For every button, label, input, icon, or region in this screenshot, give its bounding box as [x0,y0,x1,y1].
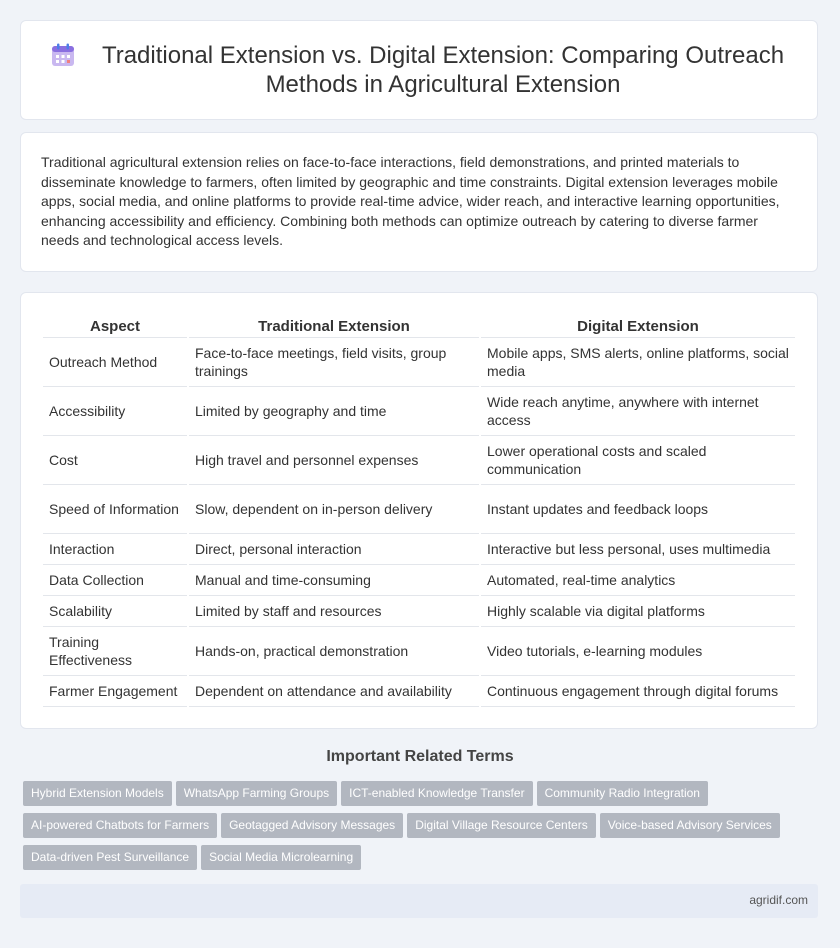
intro-paragraph: Traditional agricultural extension relies on face-to-face interactions, field demonstrations, and printed materials to disseminate knowledge to farmers, often limited by geographic and time constraints. Digital extension leverages mobile apps, social media, and online platforms to provide real-time advice, wider reach, and interactive learning opportunities, enhancing accessibility and efficiency. Combining both methods can optimize outreach by catering to diverse farmer needs and technological access levels. [41,154,780,248]
comparison-table [41,313,797,707]
digital-cell: Wide reach anytime, anywhere with internet access [481,386,795,435]
related-term-tag[interactable]: Geotagged Advisory Messages [221,813,403,838]
digital-cell: Instant updates and feedback loops [481,484,795,533]
table-row [43,595,795,626]
table-header-row [43,313,795,337]
table-row [43,484,795,533]
digital-cell: Video tutorials, e-learning modules [481,626,795,675]
header-traditional: Traditional Extension [258,317,410,335]
related-term-tag[interactable]: Data-driven Pest Surveillance [23,845,197,870]
table-row [43,675,795,707]
related-terms-title: Important Related Terms [326,748,514,765]
traditional-cell: Dependent on attendance and availability [189,675,479,707]
digital-cell: Highly scalable via digital platforms [481,595,795,626]
traditional-cell: High travel and personnel expenses [189,435,479,484]
related-term-tag[interactable]: ICT-enabled Knowledge Transfer [341,781,532,806]
aspect-cell: Speed of Information [43,484,187,533]
page-title: Traditional Extension vs. Digital Extension: Comparing Outreach Methods in Agricultural Extension [101,42,785,98]
table-row [43,337,795,386]
traditional-cell: Slow, dependent on in-person delivery [189,484,479,533]
aspect-cell: Accessibility [43,386,187,435]
table-row [43,533,795,564]
related-terms-list [23,781,813,877]
related-term-tag[interactable]: Hybrid Extension Models [23,781,172,806]
traditional-cell: Hands-on, practical demonstration [189,626,479,675]
title-card [20,20,818,120]
digital-cell: Automated, real-time analytics [481,564,795,595]
header-aspect: Aspect [89,317,141,335]
related-term-tag[interactable]: WhatsApp Farming Groups [176,781,337,806]
related-term-tag[interactable]: Community Radio Integration [537,781,708,806]
table-row [43,386,795,435]
traditional-cell: Face-to-face meetings, field visits, group trainings [189,337,479,386]
related-term-tag[interactable]: Digital Village Resource Centers [407,813,596,838]
aspect-cell: Interaction [43,533,187,564]
digital-cell: Continuous engagement through digital forums [481,675,795,707]
aspect-cell: Farmer Engagement [43,675,187,707]
digital-cell: Interactive but less personal, uses multimedia [481,533,795,564]
header-digital: Digital Extension [577,317,699,335]
title-wrap [50,41,788,99]
related-term-tag[interactable]: Social Media Microlearning [201,845,361,870]
traditional-cell: Limited by staff and resources [189,595,479,626]
footer-site-link[interactable]: agridif.com [749,893,808,907]
intro-card [20,132,818,272]
table-row [43,435,795,484]
footer [20,884,818,918]
related-term-tag[interactable]: Voice-based Advisory Services [600,813,780,838]
aspect-cell: Data Collection [43,564,187,595]
related-term-tag[interactable]: AI-powered Chatbots for Farmers [23,813,217,838]
digital-cell: Mobile apps, SMS alerts, online platforms, social media [481,337,795,386]
comparison-table-card [20,292,818,729]
digital-cell: Lower operational costs and scaled communication [481,435,795,484]
calendar-icon [50,42,76,68]
table-row [43,564,795,595]
traditional-cell: Limited by geography and time [189,386,479,435]
traditional-cell: Manual and time-consuming [189,564,479,595]
aspect-cell: Cost [43,435,187,484]
traditional-cell: Direct, personal interaction [189,533,479,564]
table-row [43,626,795,675]
aspect-cell: Outreach Method [43,337,187,386]
aspect-cell: Training Effectiveness [43,626,187,675]
aspect-cell: Scalability [43,595,187,626]
